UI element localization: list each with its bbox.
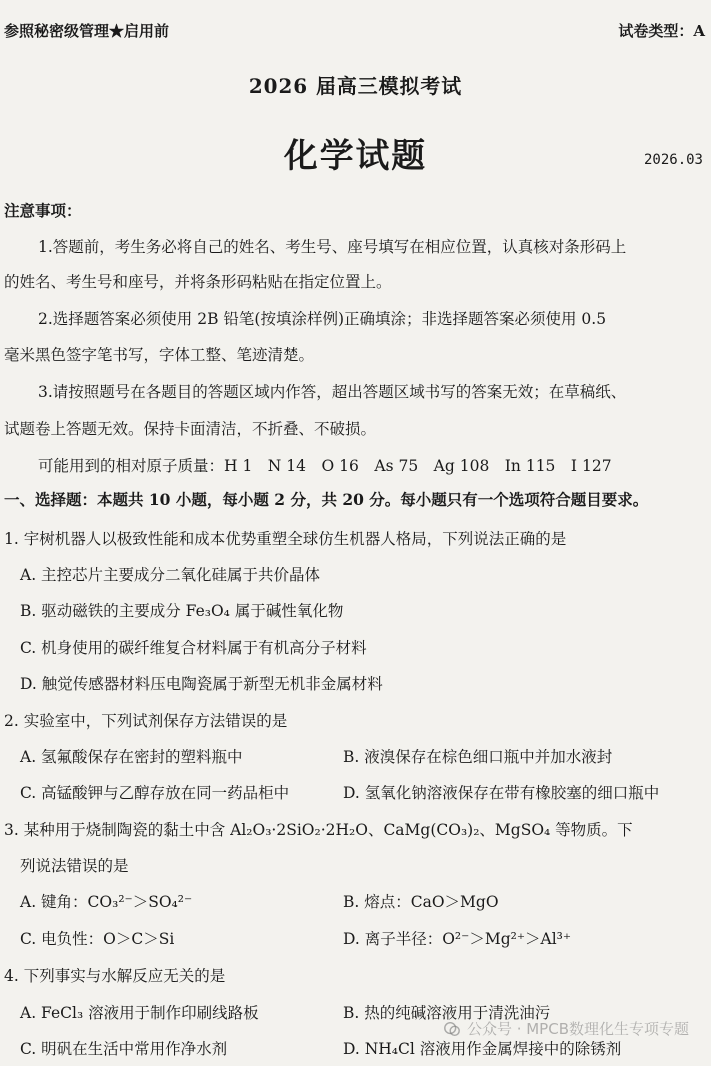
question-4-stem: 4. 下列事实与水解反应无关的是 xyxy=(4,967,226,985)
notice-heading: 注意事项： xyxy=(4,201,82,220)
question-4-option-c: C. 明矾在生活中常用作净水剂 xyxy=(20,1040,228,1058)
section-heading: 一、选择题：本题共 10 小题，每小题 2 分，共 20 分。每小题只有一个选项符合题目要求。 xyxy=(4,490,649,509)
notice-item-3b: 试题卷上答题无效。保持卡面清洁，不折叠、不破损。 xyxy=(4,420,377,438)
question-2-option-d: D. 氢氧化钠溶液保存在带有橡胶塞的细口瓶中 xyxy=(343,784,660,802)
question-1-option-b: B. 驱动磁铁的主要成分 Fe₃O₄ 属于碱性氧化物 xyxy=(20,602,344,620)
account-watermark xyxy=(443,1018,689,1039)
confidentiality-label: 参照秘密级管理★启用前 xyxy=(4,22,170,40)
question-3-stem-line-2: 列说法错误的是 xyxy=(20,857,129,875)
question-2-stem: 2. 实验室中，下列试剂保存方法错误的是 xyxy=(4,712,288,730)
notice-item-2b: 毫米黑色签字笔书写，字体工整、笔迹清楚。 xyxy=(4,346,315,364)
question-1-option-c: C. 机身使用的碳纤维复合材料属于有机高分子材料 xyxy=(20,639,367,657)
question-3-option-b: B. 熔点：CaO＞MgO xyxy=(343,893,499,911)
question-4-option-d: D. NH₄Cl 溶液用作金属焊接中的除锈剂 xyxy=(343,1040,622,1058)
paper-type-label: 试卷类型：A xyxy=(618,22,705,40)
question-2-option-a: A. 氢氟酸保存在密封的塑料瓶中 xyxy=(20,748,243,766)
notice-item-2a: 2.选择题答案必须使用 2B 铅笔(按填涂样例)正确填涂；非选择题答案必须使用 0.5 xyxy=(38,310,607,328)
question-3-stem-line-1: 3. 某种用于烧制陶瓷的黏土中含 Al₂O₃·2SiO₂·2H₂O、CaMg(CO₃)₂、MgSO₄ 等物质。下 xyxy=(4,821,633,839)
question-2-option-b: B. 液溴保存在棕色细口瓶中并加水液封 xyxy=(343,748,613,766)
exam-subtitle: 2026 届高三模拟考试 xyxy=(248,74,463,98)
question-4-option-b: B. 热的纯碱溶液用于清洗油污 xyxy=(343,1004,551,1022)
chat-bubble-icon xyxy=(443,1020,461,1038)
notice-item-1a: 1.答题前，考生务必将自己的姓名、考生号、座号填写在相应位置，认真核对条形码上 xyxy=(38,238,627,256)
question-3-option-a: A. 键角：CO₃²⁻＞SO₄²⁻ xyxy=(20,893,193,911)
question-4-option-a: A. FeCl₃ 溶液用于制作印刷线路板 xyxy=(20,1004,259,1022)
question-2-option-c: C. 高锰酸钾与乙醇存放在同一药品柜中 xyxy=(20,784,290,802)
question-3-option-c: C. 电负性：O＞C＞Si xyxy=(20,930,175,948)
question-3-option-d: D. 离子半径：O²⁻＞Mg²⁺＞Al³⁺ xyxy=(343,930,572,948)
atomic-masses: 可能用到的相对原子质量：H 1 N 14 O 16 As 75 Ag 108 In 115 I 127 xyxy=(38,457,612,475)
exam-date: 2026.03 xyxy=(643,152,703,168)
exam-title: 化学试题 xyxy=(283,135,428,175)
notice-item-1b: 的姓名、考生号和座号，并将条形码粘贴在指定位置上。 xyxy=(4,273,392,291)
question-1-option-a: A. 主控芯片主要成分二氧化硅属于共价晶体 xyxy=(20,566,321,584)
notice-item-3a: 3.请按照题号在各题目的答题区域内作答，超出答题区域书写的答案无效；在草稿纸、 xyxy=(38,383,627,401)
watermark-text: 公众号 · MPCB数理化生专项专题 xyxy=(466,1020,689,1038)
question-1-stem: 1. 宇树机器人以极致性能和成本优势重塑全球仿生机器人格局，下列说法正确的是 xyxy=(4,530,567,548)
question-1-option-d: D. 触觉传感器材料压电陶瓷属于新型无机非金属材料 xyxy=(20,675,383,693)
